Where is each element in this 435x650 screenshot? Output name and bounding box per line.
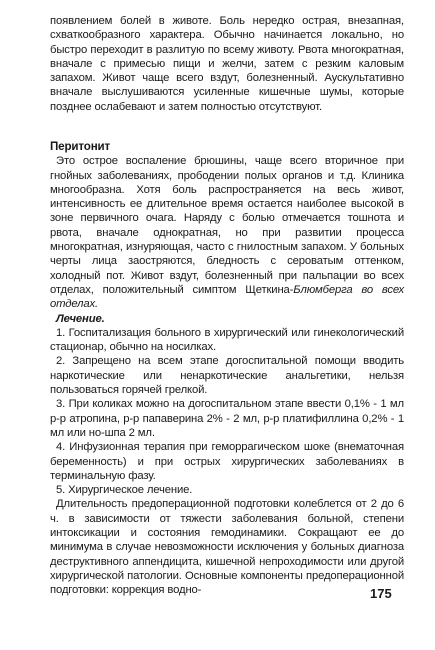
intro-block (50, 14, 404, 114)
page-number: 175 (370, 586, 392, 601)
treatment-item-3: 3. При коликах можно на догоспитальном этапе ввести 0,1% - 1 мл р-р атропина, р-р папаверина 2% - 2 мл, р-р платифиллина 0,2% - 1 мл или но-шпа 2 мл. (50, 398, 404, 439)
closing-paragraph: Длительность предоперационной подготовки колеблется от 2 до 6 ч. в зависимости от тяжести заболевания больной, степени интоксикации и состояния гемодинамики. Сокращают ее до минимума в случае невозможности исключения у больных диагноза деструктивного аппендицита, кишечной непроходимости или другой хирургической патологии. Основные компоненты предоперационной подготовки: коррекция водно- (50, 498, 404, 597)
section-description (50, 154, 404, 311)
treatment-item-2: 2. Запрещено на всем этапе догоспитальной помощи вводить наркотические или ненаркотические анальгетики, нельзя пользоваться горячей грелкой. (50, 355, 404, 397)
intro-paragraph: появлением болей в животе. Боль нередко острая, внезапная, схваткообразного характера. Обычно начинается локально, но быстро переходит в разлитую по всему животу. Рвота многократная, вначале с примесью пищи и желчи, затем с резким каловым запахом. Живот чаще всего вздут, болезненный. Аускультативно вначале выслушиваются усиленные кишечные шумы, которые позднее ослабевают и затем полностью отсутствуют. (50, 15, 404, 113)
treatment-item-5: 5. Хирургическое лечение. (56, 484, 193, 497)
treatment-heading: Лечение. (56, 312, 105, 325)
treatment-item-4: 4. Инфузионная терапия при геморрагическом шоке (внематочная беременность) и при острых хирургических заболеваниях в терминальную фазу. (50, 441, 404, 482)
section-description-main: Это острое воспаление брюшины, чаще всего вторичное при гнойных заболеваниях, прободении полых органов и т.д. Клиника многообразна. Хотя боль распространяется на весь живот, интенсивность ее длительное время остается наиболее высокой в зоне первичного очага. Наряду с болью отмечается тошнота и рвота, вначале однократная, но при развитии процесса многократная, изнуряющая, часто с гнилостным запахом. У больных черты лица заостряются, бледность с сероватым оттенком, холодный пот. Живот вздут, болезненный при пальпации во всех отделах, положительный симптом Щеткина- (50, 155, 404, 296)
section-description-italic: Блюмберга во всех отделах. (50, 283, 404, 311)
peritonitis-section (50, 140, 404, 598)
treatment-item-1: 1. Госпитализация больного в хирургический или гинекологический стационар, обычно на носилках. (50, 326, 404, 354)
section-title: Перитонит (50, 140, 111, 153)
